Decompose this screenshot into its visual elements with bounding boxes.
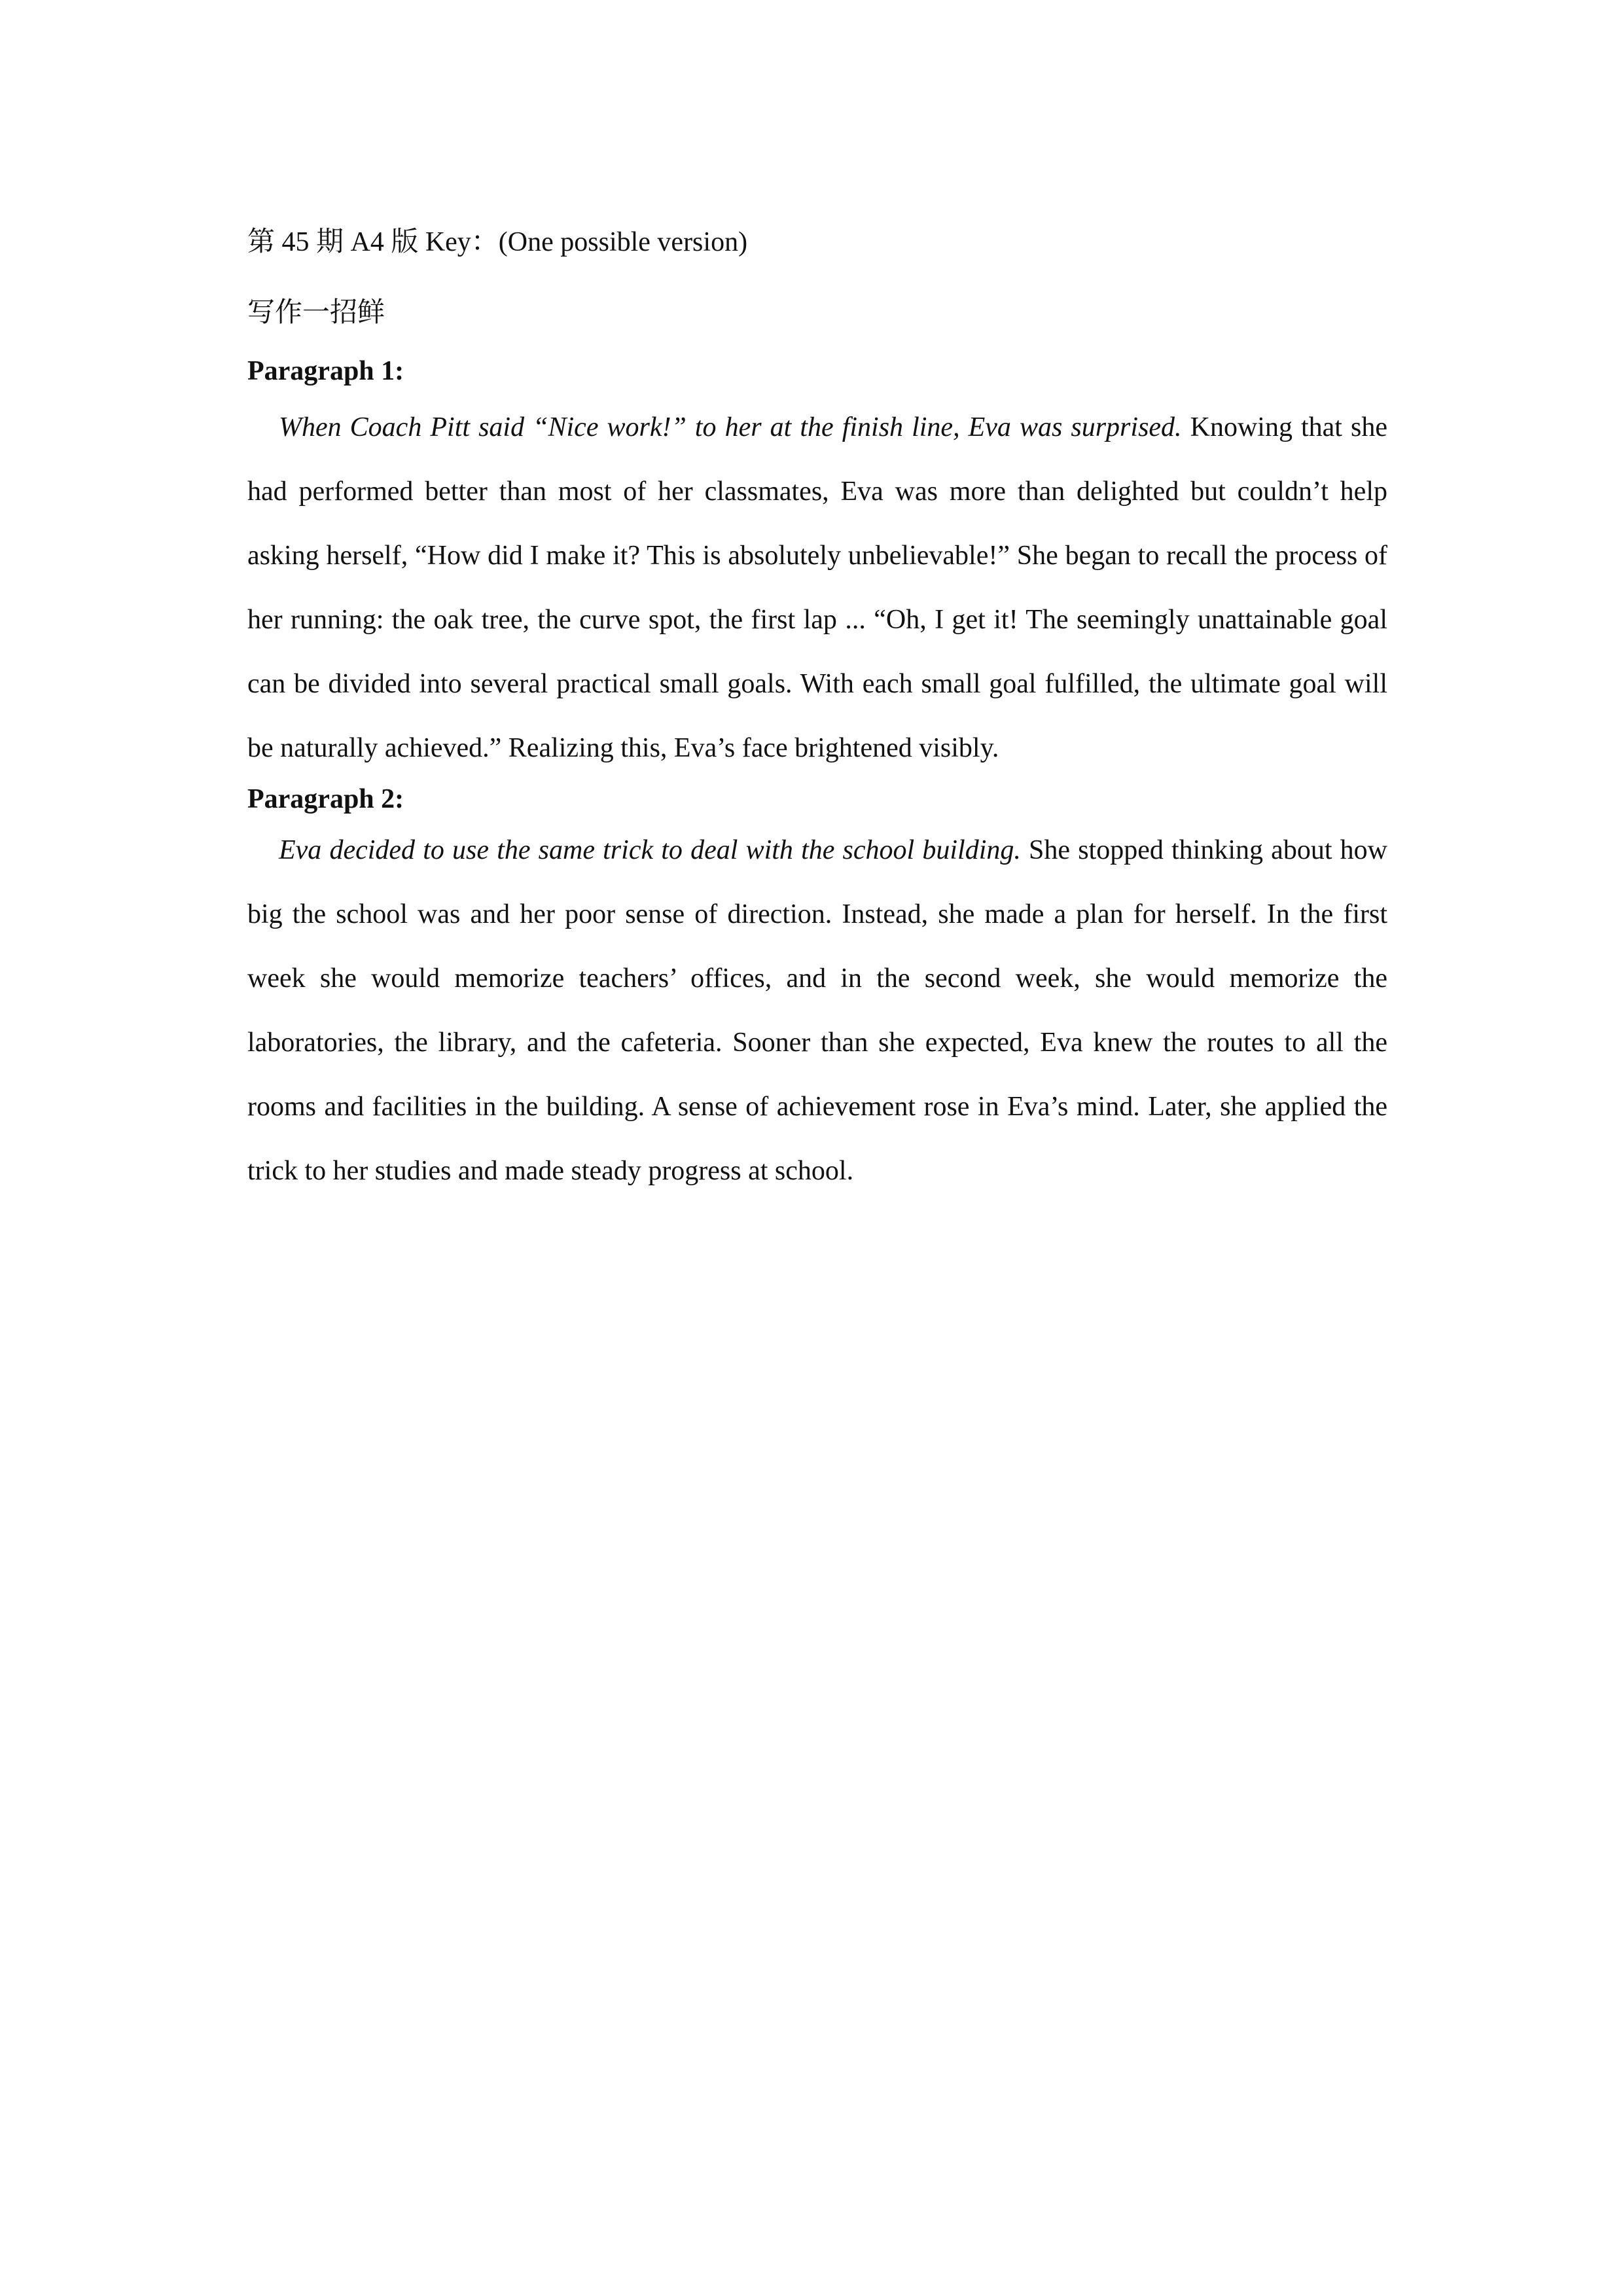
paragraph-1-label: Paragraph 1: [247,356,404,386]
paragraph-2-lead: Eva decided to use the same trick to deal with the school building. [279,835,1021,865]
paragraph-2-label: Paragraph 2: [247,784,404,814]
paragraph-1-lead: When Coach Pitt said “Nice work!” to her at the finish line, Eva was surprised. [279,412,1182,442]
document-heading: 第 45 期 A4 版 Key：(One possible version) [247,227,748,257]
section-title: 写作一招鲜 [247,298,385,328]
paragraph-2-body: She stopped thinking about how big the school was and her poor sense of direction. Instead, she made a plan for herself. In the first week she would memorize teachers’ offices, and in the second week, she would memorize the laboratories, the library, and the cafeteria. Sooner than she expected, Eva knew the routes to all the rooms and facilities in the building. A sense of achievement rose in Eva’s mind. Later, she applied the trick to her studies and made steady progress at school. [247,835,1387,1186]
paragraph-1-text [247,395,1387,780]
document-page [247,223,1387,1203]
paragraph-2-text [247,818,1387,1203]
paragraph-1-body: Knowing that she had performed better than most of her classmates, Eva was more than delighted but couldn’t help asking herself, “How did I make it? This is absolutely unbelievable!” She began to recall the process of her running: the oak tree, the curve spot, the first lap ... “Oh, I get it! The seemingly unattainable goal can be divided into several practical small goals. With each small goal fulfilled, the ultimate goal will be naturally achieved.” Realizing this, Eva’s face brightened visibly. [247,412,1387,763]
